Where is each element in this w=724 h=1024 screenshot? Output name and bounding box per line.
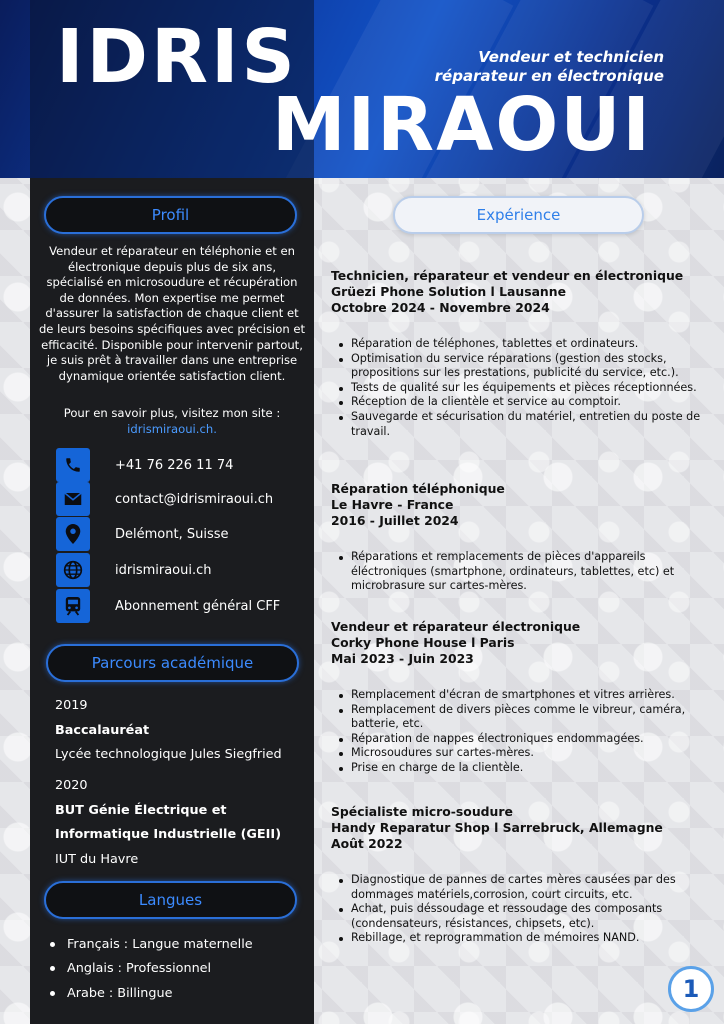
contact-location-text: Delémont, Suisse: [115, 526, 229, 542]
site-intro: Pour en savoir plus, visitez mon site :: [63, 406, 281, 420]
language-item: Français : Langue maternelle: [50, 932, 253, 957]
education-year: 2020: [55, 778, 88, 793]
experience-item: [331, 804, 721, 946]
contact-phone[interactable]: [56, 448, 233, 482]
education-degree-cont: Informatique Industrielle (GEII): [55, 827, 282, 842]
experience-task: Rebillage, et reprogrammation de mémoires NAND.: [331, 931, 721, 946]
experience-task: Réception de la clientèle et service au comptoir.: [331, 395, 721, 410]
experience-item: [331, 268, 721, 439]
experience-period: Août 2022: [331, 836, 403, 851]
experience-task: Réparation de téléphones, tablettes et ordinateurs.: [331, 337, 721, 352]
job-title-line1: Vendeur et technicien: [478, 48, 664, 66]
contact-travel-text: Abonnement général CFF: [115, 598, 281, 614]
experience-task: Optimisation du service réparations (gestion des stocks, propositions sur les prestations, publicité du service, etc.).: [331, 352, 721, 381]
education-degree: Baccalauréat: [55, 723, 150, 738]
experience-section-title: Expérience: [393, 196, 644, 234]
train-icon: [56, 589, 90, 623]
mail-icon: [56, 482, 90, 516]
experience-task: Remplacement de divers pièces comme le vibreur, caméra, batterie, etc.: [331, 703, 721, 732]
language-item: Anglais : Professionnel: [50, 957, 253, 982]
experience-task: Prise en charge de la clientèle.: [331, 761, 721, 776]
experience-tasks: [331, 337, 721, 439]
languages-list: [50, 932, 253, 1006]
experience-period: 2016 - Juillet 2024: [331, 513, 459, 528]
experience-tasks: [331, 688, 721, 776]
contact-email[interactable]: [56, 482, 273, 516]
experience-role: Technicien, réparateur et vendeur en électronique: [331, 268, 684, 283]
experience-company: Grüezi Phone Solution l Lausanne: [331, 284, 566, 299]
contact-location: [56, 517, 228, 551]
job-title-line2: réparateur en électronique: [434, 67, 664, 85]
experience-company: Corky Phone House l Paris: [331, 635, 515, 650]
experience-task: Sauvegarde et sécurisation du matériel, entretien du poste de travail.: [331, 410, 721, 439]
education-degree: BUT Génie Électrique et: [55, 803, 227, 818]
profile-text: Vendeur et réparateur en téléphonie et en électronique depuis plus de six ans, spécialisé en microsoudure et récupération de données. Mon expertise me permet d'assurer la satisfaction de chaque client et de leurs besoins spécifiques avec précision et efficacité. Disponible pour intervenir partout, je suis prêt à travailler dans une entreprise dynamique orientée satisfaction client.: [38, 244, 306, 383]
experience-item: [331, 619, 721, 776]
last-name: MIRAOUI: [272, 82, 652, 168]
experience-tasks: [331, 550, 721, 594]
experience-task: Achat, puis déssoudage et ressoudage des composants (condensateurs, résistances, chipsets, etc).: [331, 902, 721, 931]
job-title: [344, 48, 664, 86]
experience-period: Mai 2023 - Juin 2023: [331, 651, 474, 666]
experience-task: Microsoudures sur cartes-mères.: [331, 746, 721, 761]
education-school: Lycée technologique Jules Siegfried: [55, 747, 282, 762]
experience-item: [331, 481, 721, 594]
contact-website[interactable]: [56, 553, 212, 587]
experience-task: Diagnostique de pannes de cartes mères causées par des dommages matériels,corrosion, court circuits, etc.: [331, 873, 721, 902]
education-section-title: Parcours académique: [46, 644, 299, 682]
profile-section-title: Profil: [44, 196, 297, 234]
experience-task: Remplacement d'écran de smartphones et vitres arrières.: [331, 688, 721, 703]
experience-task: Tests de qualité sur les équipements et pièces réceptionnées.: [331, 381, 721, 396]
globe-icon: [56, 553, 90, 587]
contact-travel: [56, 589, 280, 623]
contact-phone-text: +41 76 226 11 74: [115, 457, 234, 473]
experience-role: Réparation téléphonique: [331, 481, 505, 496]
site-link[interactable]: idrismiraoui.ch.: [127, 421, 217, 436]
experience-period: Octobre 2024 - Novembre 2024: [331, 300, 550, 315]
contact-email-text: contact@idrismiraoui.ch: [115, 491, 274, 507]
page-badge: 1: [668, 966, 714, 1012]
education-year: 2019: [55, 698, 88, 713]
phone-icon: [56, 448, 90, 482]
first-name: IDRIS: [56, 14, 298, 100]
site-info: [38, 406, 306, 437]
experience-role: Vendeur et réparateur électronique: [331, 619, 581, 634]
experience-role: Spécialiste micro-soudure: [331, 804, 513, 819]
language-item: Arabe : Billingue: [50, 981, 253, 1006]
location-icon: [56, 517, 90, 551]
education-school: IUT du Havre: [55, 852, 139, 867]
experience-task: Réparations et remplacements de pièces d'appareils éléctroniques (smartphone, ordinateurs, tablettes, etc) et microbrasure sur cartes-mères.: [331, 550, 721, 594]
experience-task: Réparation de nappes électroniques endommagées.: [331, 732, 721, 747]
contact-website-text: idrismiraoui.ch: [115, 562, 212, 578]
languages-section-title: Langues: [44, 881, 297, 919]
experience-company: Le Havre - France: [331, 497, 454, 512]
experience-company: Handy Reparatur Shop l Sarrebruck, Allemagne: [331, 820, 663, 835]
experience-tasks: [331, 873, 721, 946]
